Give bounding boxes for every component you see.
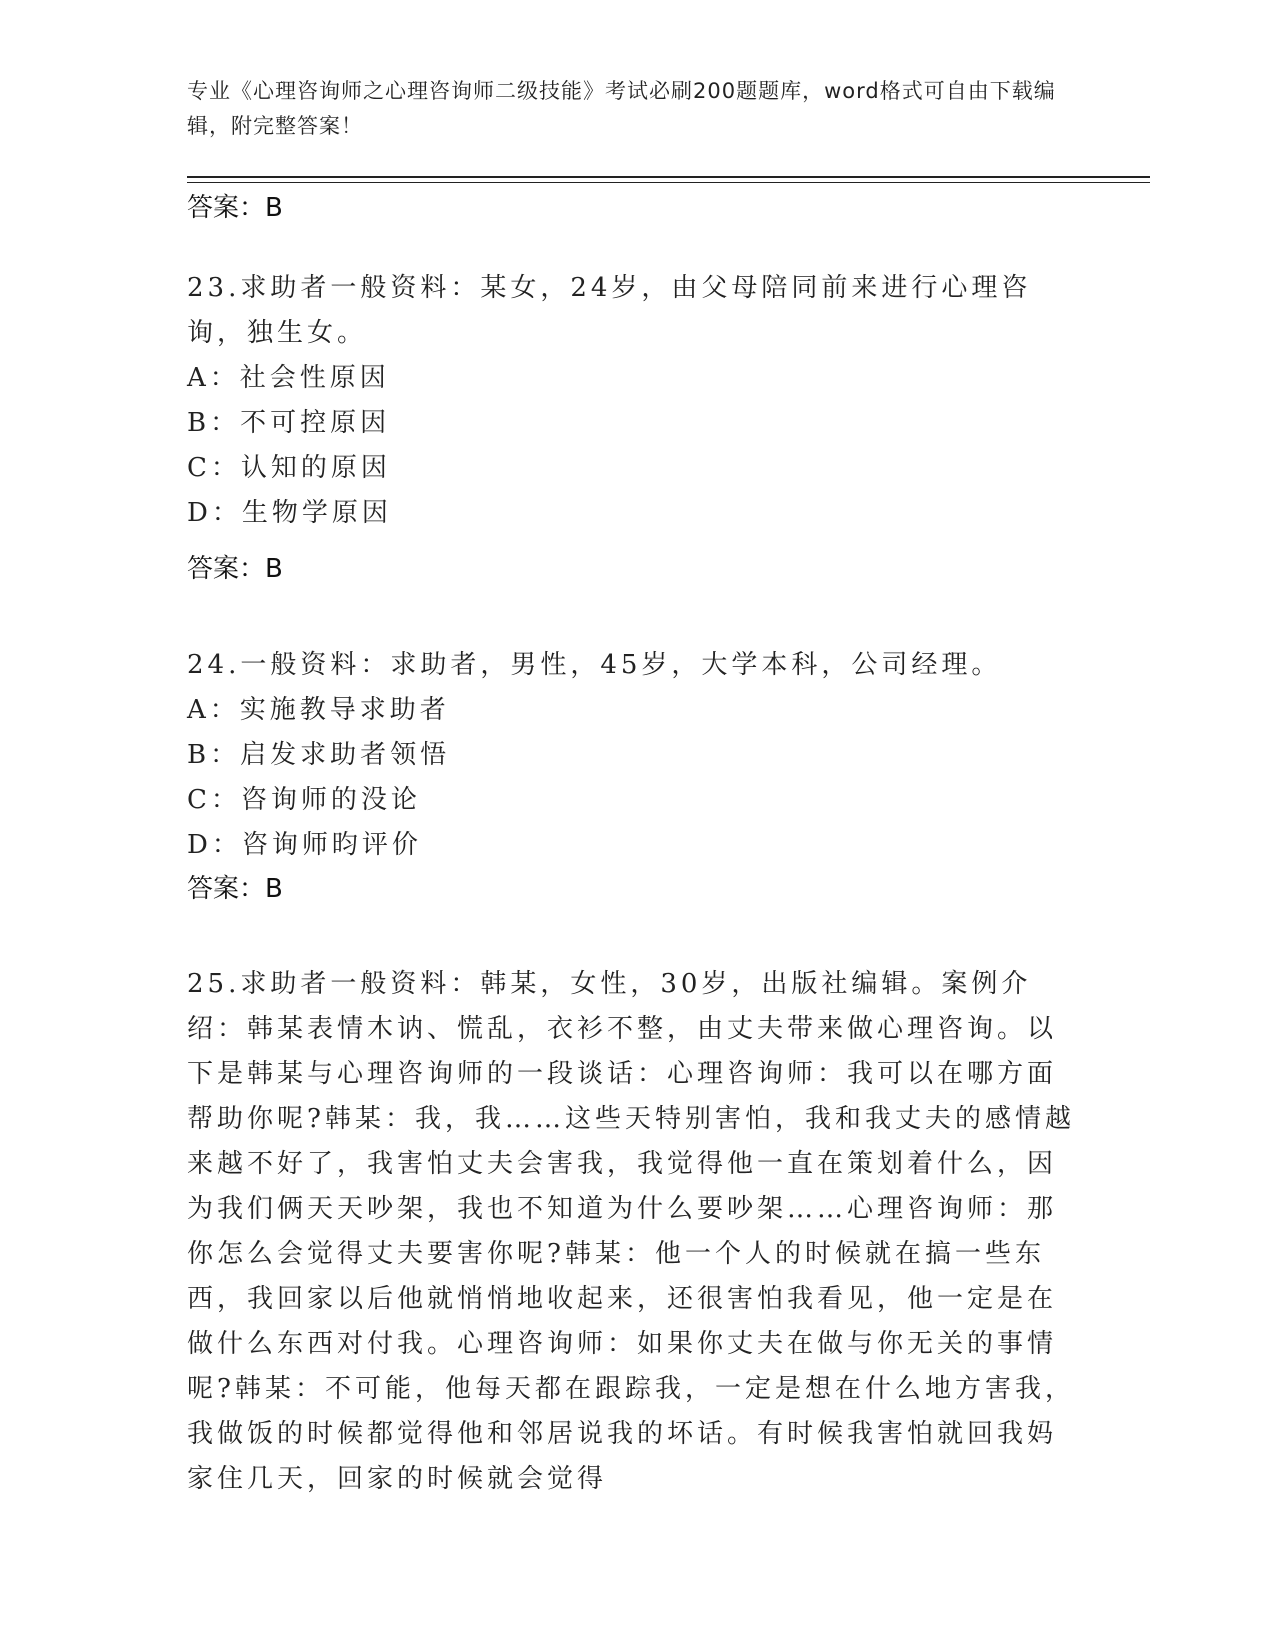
answer-24: 答案：B xyxy=(187,874,283,904)
question-24 xyxy=(187,643,1087,868)
header-rule-thick xyxy=(187,176,1150,178)
question-23-option-a: A：社会性原因 xyxy=(187,363,390,393)
question-23-option-b: B：不可控原因 xyxy=(187,408,391,438)
question-23-option-d: D：生物学原因 xyxy=(187,498,392,528)
question-24-option-b: B：启发求助者领悟 xyxy=(187,740,451,770)
question-25 xyxy=(187,962,1077,1502)
question-24-option-a: A：实施教导求助者 xyxy=(187,695,450,725)
question-24-option-c: C：咨询师的没论 xyxy=(187,785,421,815)
question-23-stem: 23.求助者一般资料：某女，24岁，由父母陪同前来进行心理咨询，独生女。 xyxy=(187,273,1032,348)
question-24-option-d: D：咨询师昀评价 xyxy=(187,830,422,860)
question-23-option-c: C：认知的原因 xyxy=(187,453,391,483)
header-rule-thin xyxy=(187,182,1150,183)
answer-previous: 答案：B xyxy=(187,193,283,223)
answer-23: 答案：B xyxy=(187,554,283,584)
question-23 xyxy=(187,266,1087,536)
question-25-stem: 25.求助者一般资料：韩某，女性，30岁，出版社编辑。案例介绍：韩某表情木讷、慌乱，衣衫不整，由丈夫带来做心理咨询。以下是韩某与心理咨询师的一段谈话：心理咨询师：我可以在哪方面帮助你呢?韩某：我，我……这些天特别害怕，我和我丈夫的感情越来越不好了，我害怕丈夫会害我，我觉得他一直在策划着什么，因为我们俩天天吵架，我也不知道为什么要吵架……心理咨询师：那你怎么会觉得丈夫要害你呢?韩某：他一个人的时候就在搞一些东西，我回家以后他就悄悄地收起来，还很害怕我看见，他一定是在做什么东西对付我。心理咨询师：如果你丈夫在做与你无关的事情呢?韩某：不可能，他每天都在跟踪我，一定是想在什么地方害我，我做饭的时候都觉得他和邻居说我的坏话。有时候我害怕就回我妈家住几天，回家的时候就会觉得 xyxy=(187,969,1075,1494)
question-24-stem: 24.一般资料：求助者，男性，45岁，大学本科，公司经理。 xyxy=(187,650,1002,680)
document-header: 专业《心理咨询师之心理咨询师二级技能》考试必刷200题题库，word格式可自由下载编辑，附完整答案！ xyxy=(187,79,1056,138)
